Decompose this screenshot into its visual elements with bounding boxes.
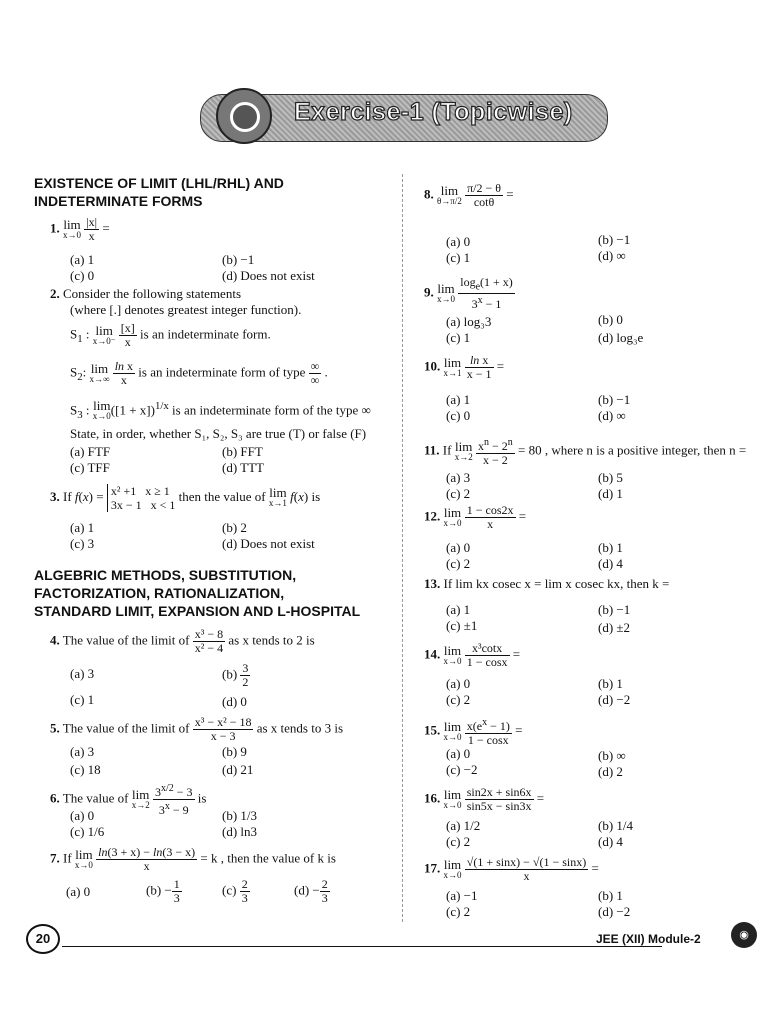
question-number: 7.	[50, 850, 60, 866]
q5-tail: as x tends to 3 is	[256, 720, 344, 736]
q9-option-a: (a) log₃3	[446, 314, 492, 329]
section-heading-1a: EXISTENCE OF LIMIT (LHL/RHL) AND	[34, 175, 284, 191]
q4-option-b: (b) $\frac{3}{2}$	[222, 661, 249, 689]
q14-option-c: (c) 2	[446, 692, 471, 707]
q4-option-b-label: (b)	[222, 666, 238, 682]
question-17: 17. lim x→0 $\frac{√(1 + \sin x) - √(1 - \sin x)}{x}$ =	[424, 855, 599, 883]
q14-option-b: (b) 1	[598, 676, 623, 691]
q15-option-c: (c) −2	[446, 762, 478, 777]
question-4: 4. The value of the limit of $\frac{\text{x³ − 8}}{\text{x² − 4}}$ as x tends to 2 is	[50, 627, 315, 655]
question-number: 1.	[50, 220, 60, 236]
q8-option-b: (b) −1	[598, 232, 631, 247]
q8-option-d: (d) ∞	[598, 248, 626, 263]
q4-text: The value of the limit of	[62, 632, 190, 648]
q5-text: The value of the limit of	[62, 720, 190, 736]
question-number: 16.	[424, 790, 441, 806]
q7-option-b-label: (b)	[146, 882, 162, 898]
q6-option-b: (b) 1/3	[222, 808, 258, 823]
question-3: 3. If f(x) = x² +1 x ≥ 1 3x − 1 x < 1 then the value of lim x→1 f(x) is	[50, 484, 321, 512]
q15-option-d: (d) 2	[598, 764, 623, 779]
banner-circle-icon	[216, 88, 272, 144]
question-10: 10. lim x→1 $\frac{\text{ln x}}{x - 1}$ =	[424, 353, 505, 381]
question-1: 1. lim x→0 $\frac{|x|}{x}$ =	[50, 215, 110, 243]
q7-tail: = k , then the value of k is	[200, 850, 336, 866]
q11-tail: = 80 , where n is a positive integer, then n =	[518, 442, 747, 458]
q12-option-d: (d) 4	[598, 556, 623, 571]
question-2	[50, 286, 241, 302]
q13-option-d: (d) ±2	[598, 620, 631, 635]
s3-text: is an indeterminate form of the type ∞	[172, 402, 371, 418]
q5-option-c: (c) 18	[70, 762, 101, 777]
banner-title: Exercise-1 (Topicwise)	[294, 98, 573, 126]
q3-option-a: (a) 1	[70, 520, 95, 535]
q12-option-b: (b) 1	[598, 540, 623, 555]
q16-option-d: (d) 4	[598, 834, 623, 849]
q9-option-b: (b) 0	[598, 312, 623, 327]
q15-option-b: (b) ∞	[598, 748, 626, 763]
question-number: 14.	[424, 646, 441, 662]
q9-option-d: (d) log₃e	[598, 330, 644, 345]
q5-option-b: (b) 9	[222, 744, 247, 759]
q2-option-c: (c) TFF	[70, 460, 110, 475]
q13-option-b: (b) −1	[598, 602, 631, 617]
q3-option-d: (d) Does not exist	[222, 536, 315, 551]
q7-option-c: (c) $\frac{2}{3}$	[222, 877, 248, 905]
q17-option-d: (d) −2	[598, 904, 631, 919]
q1-option-c: (c) 0	[70, 268, 95, 283]
q7-option-b: (b) − $\frac{1}{3}$	[146, 877, 180, 905]
q10-option-a: (a) 1	[446, 392, 471, 407]
q7-option-d-label: (d)	[294, 882, 310, 898]
q7-text: If	[63, 850, 72, 866]
q2-line2: (where [.] denotes greatest integer function).	[70, 302, 302, 317]
q2-statement-s3: $S_3$ : lim x→0 $([1 + x])^{1/x}$ is an indeterminate form of the type ∞	[70, 398, 371, 422]
page-number: 20	[26, 924, 60, 954]
section-heading-2b: FACTORIZATION, RATIONALIZATION,	[34, 585, 285, 601]
question-number: 10.	[424, 358, 441, 374]
exercise-banner	[200, 88, 606, 144]
q10-option-b: (b) −1	[598, 392, 631, 407]
q1-option-b: (b) −1	[222, 252, 255, 267]
q3-is: is	[311, 488, 321, 504]
q2-line1: Consider the following statements	[63, 286, 242, 301]
q11-option-a: (a) 3	[446, 470, 471, 485]
question-number: 9.	[424, 284, 434, 300]
question-14: 14. lim x→0 $\frac{\text{x³cotx}}{1 - \cos x}$ =	[424, 641, 521, 669]
question-12: 12. lim x→0 $\frac{1 - \cos 2x}{x}$ =	[424, 503, 527, 531]
q8-option-a: (a) 0	[446, 234, 471, 249]
q7-option-c-label: (c)	[222, 882, 237, 898]
question-5: 5. The value of the limit of $\frac{\text{x³ − x² − 18}}{x - 3}$ as x tends to 3 is	[50, 715, 344, 743]
q2-statement-s2: $S_2$: lim x→∞ $\frac{\text{ln x}}{x}$ is an indeterminate form of type $\frac{\infty}{\infty}$ .	[70, 359, 328, 387]
column-divider	[402, 174, 403, 922]
q1-option-a: (a) 1	[70, 252, 95, 267]
question-8: 8. lim θ→π/2 $\frac{\pi/2 - \theta}{\cot\theta}$ =	[424, 181, 514, 209]
q2-statement-s1: $S_1$ : lim x→0⁻ $\frac{[x]}{x}$ is an indeterminate form.	[70, 321, 271, 349]
q15-option-a: (a) 0	[446, 746, 471, 761]
q10-option-c: (c) 0	[446, 408, 471, 423]
question-number: 12.	[424, 508, 441, 524]
question-number: 15.	[424, 722, 441, 738]
q8-option-c: (c) 1	[446, 250, 471, 265]
q16-option-b: (b) 1/4	[598, 818, 634, 833]
q5-option-d: (d) 21	[222, 762, 254, 777]
q3-option-c: (c) 3	[70, 536, 95, 551]
question-7: 7. If lim x→0 $\frac{\ln(3 + x) - \ln(3 - x)}{x}$ = k , then the value of k is	[50, 845, 336, 873]
module-label: JEE (XII) Module-2	[596, 932, 701, 946]
q4-tail: as x tends to 2 is	[228, 632, 315, 648]
q1-option-d: (d) Does not exist	[222, 268, 315, 283]
q7-option-a: (a) 0	[66, 884, 91, 899]
q12-option-c: (c) 2	[446, 556, 471, 571]
q2-option-a: (a) FTF	[70, 444, 111, 459]
s1-text: is an indeterminate form.	[140, 326, 271, 342]
q17-option-c: (c) 2	[446, 904, 471, 919]
q6-option-c: (c) 1/6	[70, 824, 105, 839]
question-number: 3.	[50, 488, 60, 504]
footer-rule	[62, 946, 662, 947]
q11-option-b: (b) 5	[598, 470, 623, 485]
q13-text: If lim kx cosec x = lim x cosec kx, then k =	[443, 576, 670, 591]
section-heading-2a: ALGEBRIC METHODS, SUBSTITUTION,	[34, 567, 297, 583]
q6-option-d: (d) ln3	[222, 824, 258, 839]
question-number: 13.	[424, 576, 441, 591]
question-number: 11.	[424, 442, 440, 458]
section-heading-1b: INDETERMINATE FORMS	[34, 193, 203, 209]
q13-option-a: (a) 1	[446, 602, 471, 617]
q6-option-a: (a) 0	[70, 808, 95, 823]
question-number: 6.	[50, 790, 60, 806]
q9-option-c: (c) 1	[446, 330, 471, 345]
question-11: 11. If lim x→2 $\frac{x^n - 2^n}{x - 2}$ = 80 , where n is a positive integer, then n =	[424, 437, 747, 467]
section-heading-2c: STANDARD LIMIT, EXPANSION AND L-HOSPITAL	[34, 603, 361, 619]
q7-option-d: (d) − $\frac{2}{3}$	[294, 877, 328, 905]
question-13	[424, 576, 669, 592]
question-number: 8.	[424, 186, 434, 202]
question-number: 2.	[50, 286, 60, 301]
q2-option-d: (d) TTT	[222, 460, 264, 475]
publisher-logo-icon: ◉	[731, 922, 757, 948]
q13-option-c: (c) ±1	[446, 618, 478, 633]
q6-text: The value of	[62, 790, 129, 806]
q4-option-d: (d) 0	[222, 694, 247, 709]
question-15: 15. lim x→0 $\frac{x(e^x - 1)}{1 - \cos x}$ =	[424, 717, 523, 747]
q11-option-d: (d) 1	[598, 486, 623, 501]
q2-option-b: (b) FFT	[222, 444, 263, 459]
q5-option-a: (a) 3	[70, 744, 95, 759]
question-6: 6. The value of lim x→2 $\frac{3^{x/2} - 3}{3^x - 9}$ is	[50, 783, 207, 817]
question-9: 9. lim x→0 $\frac{\log_e(1 + x)}{3^x - 1}$	[424, 275, 513, 312]
question-16: 16. lim x→0 $\frac{\sin 2x + \sin 6x}{\sin 5x - \sin 3x}$ =	[424, 785, 545, 813]
q16-option-c: (c) 2	[446, 834, 471, 849]
q11-option-c: (c) 2	[446, 486, 471, 501]
q4-option-a: (a) 3	[70, 666, 95, 681]
question-number: 4.	[50, 632, 60, 648]
q4-option-c: (c) 1	[70, 692, 95, 707]
q10-option-d: (d) ∞	[598, 408, 626, 423]
q17-option-b: (b) 1	[598, 888, 623, 903]
question-number: 5.	[50, 720, 60, 736]
q16-option-a: (a) 1/2	[446, 818, 481, 833]
q2-line3: State, in order, whether S₁, S₂, S₃ are true (T) or false (F)	[70, 426, 367, 441]
q3-then: then the value of	[178, 488, 266, 504]
q14-option-a: (a) 0	[446, 676, 471, 691]
q3-option-b: (b) 2	[222, 520, 247, 535]
question-number: 17.	[424, 860, 441, 876]
q6-tail: is	[197, 790, 207, 806]
q12-option-a: (a) 0	[446, 540, 471, 555]
s2-text: is an indeterminate form of type	[138, 364, 306, 380]
q14-option-d: (d) −2	[598, 692, 631, 707]
q11-text: If	[442, 442, 452, 458]
q17-option-a: (a) −1	[446, 888, 478, 903]
